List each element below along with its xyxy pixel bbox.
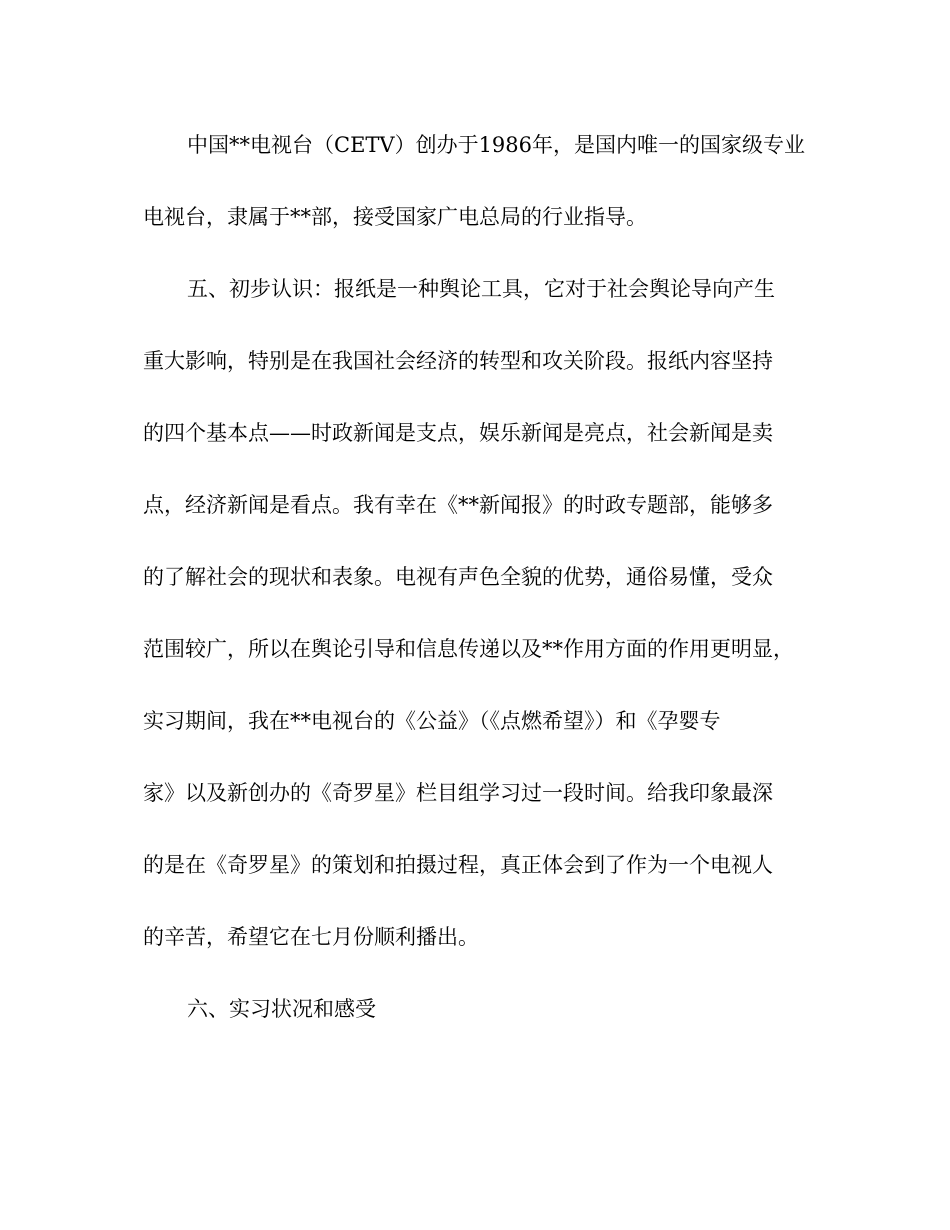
paragraph-cetv-line-1: 中国**电视台（CETV）创办于1986年，是国内唯一的国家级专业 <box>187 133 806 157</box>
paragraph-initial-understanding-line-8: 家》以及新创办的《奇罗星》栏目组学习过一段时间。给我印象最深 <box>143 781 773 805</box>
paragraph-initial-understanding-line-10: 的辛苦，希望它在七月份顺利播出。 <box>143 925 479 949</box>
paragraph-initial-understanding-line-6: 范围较广，所以在舆论引导和信息传递以及**作用方面的作用更明显， <box>143 637 794 661</box>
paragraph-initial-understanding-line-1: 五、初步认识：报纸是一种舆论工具，它对于社会舆论导向产生 <box>187 277 775 301</box>
paragraph-initial-understanding-line-4: 点，经济新闻是看点。我有幸在《**新闻报》的时政专题部，能够多 <box>143 493 773 517</box>
paragraph-cetv-line-2: 电视台，隶属于**部，接受国家广电总局的行业指导。 <box>143 205 647 229</box>
paragraph-initial-understanding-line-9: 的是在《奇罗星》的策划和拍摄过程，真正体会到了作为一个电视人 <box>143 853 773 877</box>
paragraph-initial-understanding-line-2: 重大影响，特别是在我国社会经济的转型和攻关阶段。报纸内容坚持 <box>143 349 773 373</box>
section-heading-internship-status: 六、实习状况和感受 <box>187 997 376 1021</box>
paragraph-initial-understanding-line-7: 实习期间，我在**电视台的《公益》（《点燃希望》）和《孕婴专 <box>143 709 721 733</box>
document-body <box>143 119 809 1055</box>
paragraph-initial-understanding-line-5: 的了解社会的现状和表象。电视有声色全貌的优势，通俗易懂，受众 <box>143 565 773 589</box>
paragraph-initial-understanding-line-3: 的四个基本点——时政新闻是支点，娱乐新闻是亮点，社会新闻是卖 <box>143 421 773 445</box>
